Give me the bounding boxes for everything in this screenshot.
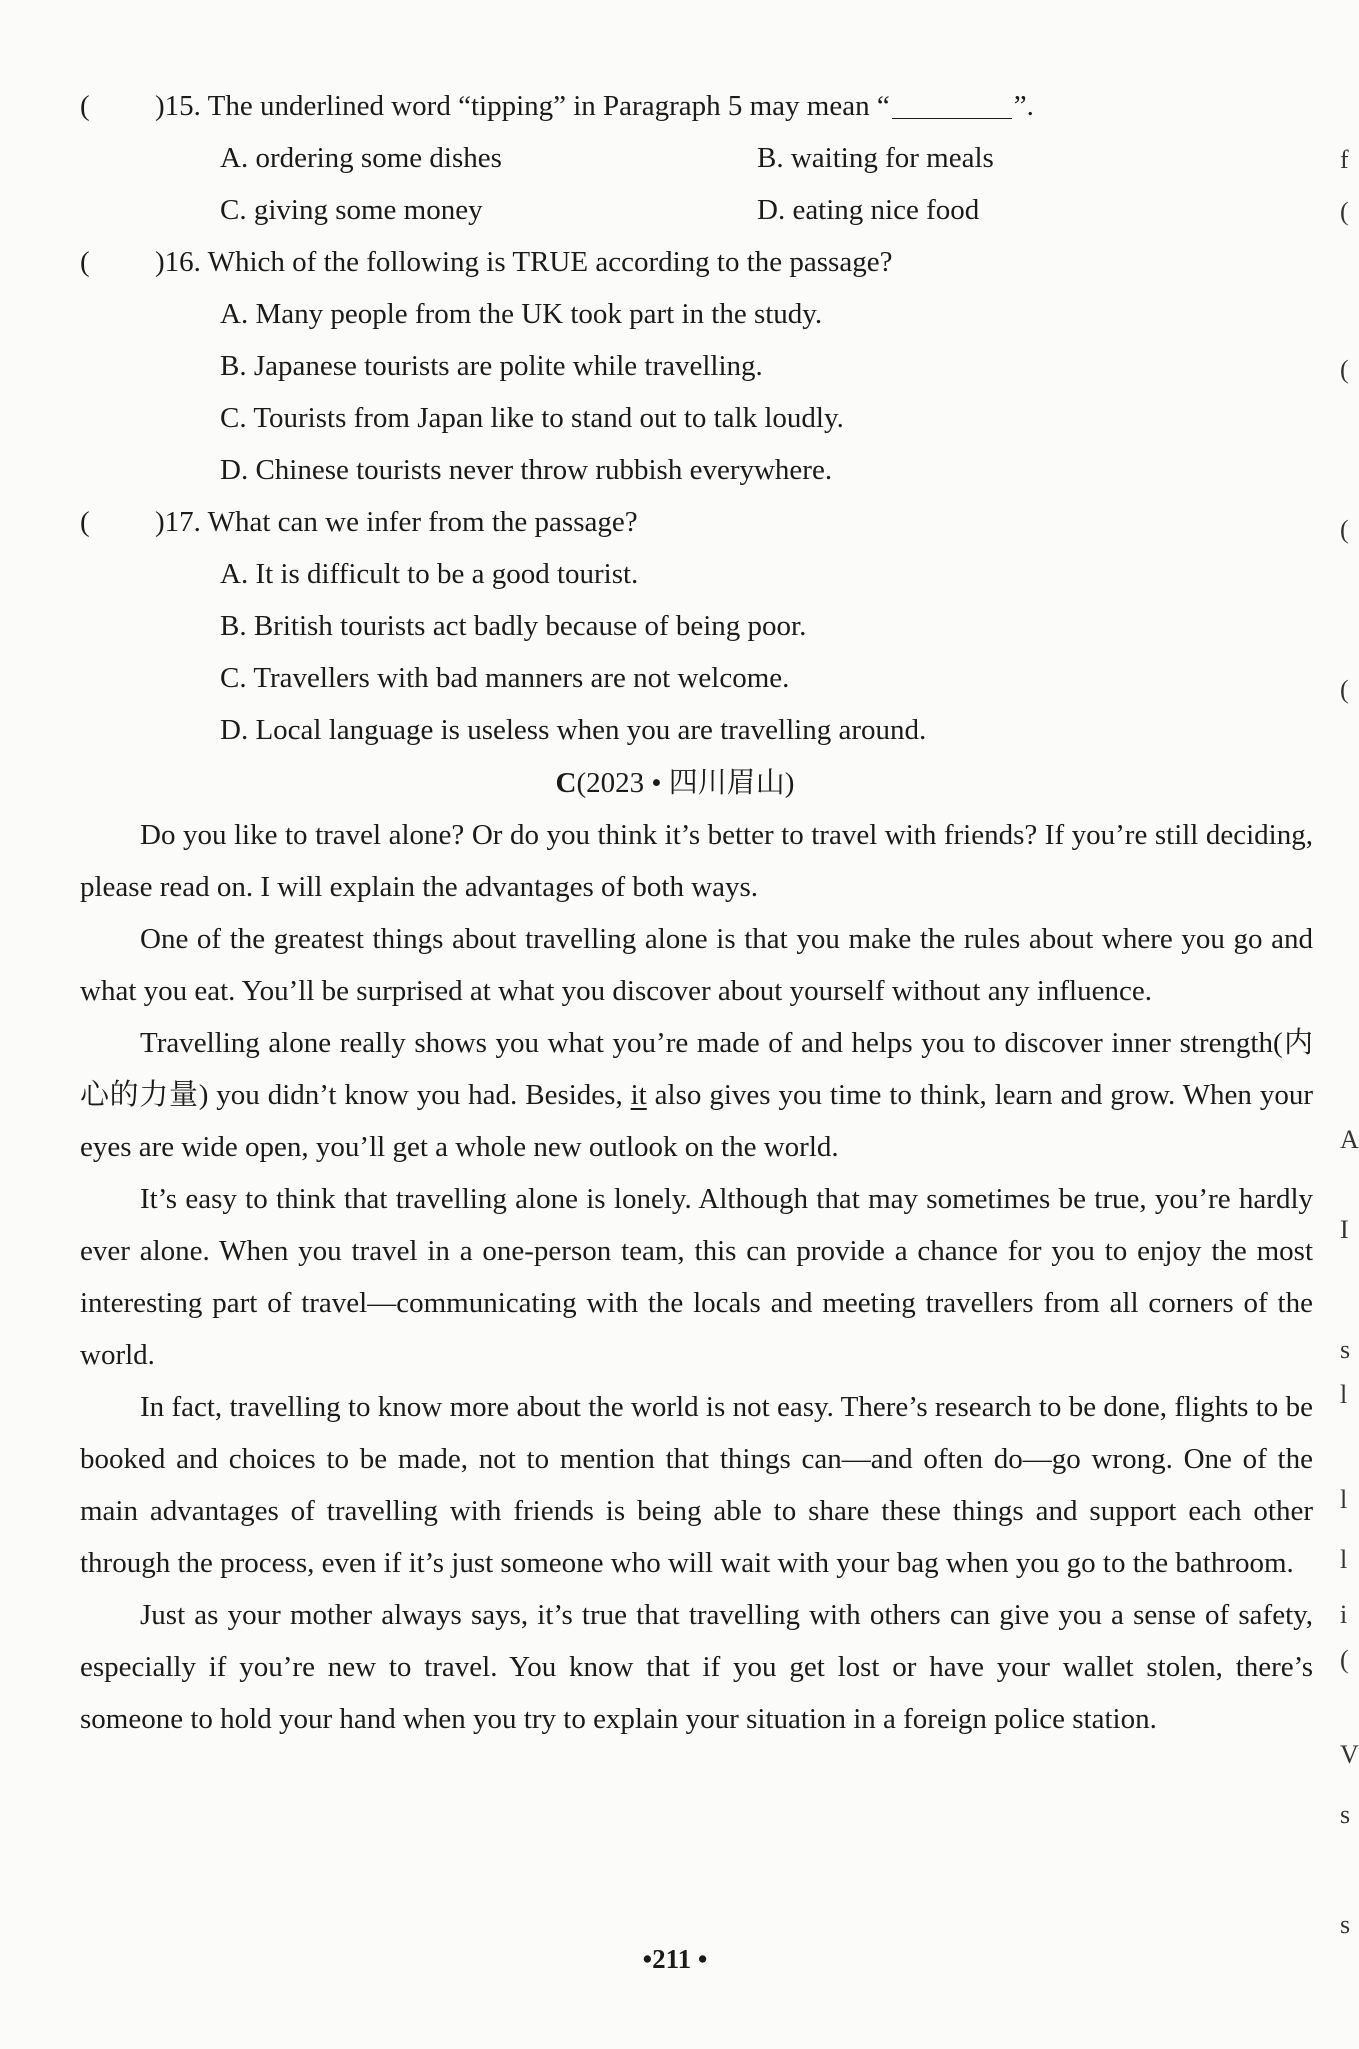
option-c: C. Travellers with bad manners are not welcome. — [220, 662, 790, 694]
paragraph-6: Just as your mother always says, it’s true that travelling with others can give you a sense of safety, especially if you’re new to travel. You know that if you get lost or have your wallet stolen, there’s someone to hold your hand when you try to explain your situation in a foreign police station. — [80, 1599, 1313, 1735]
fill-blank[interactable] — [892, 88, 1012, 119]
answer-paren[interactable]: ( — [80, 506, 90, 538]
edge-mark: ( — [1340, 197, 1349, 226]
paragraph-4: It’s easy to think that travelling alone is lonely. Although that may sometimes be true, you’re hardly ever alone. When you travel in a one-person team, this can provide a chance for you to enjoy the most interesting part of travel—communicating with the locals and meeting travellers from all corners of the world. — [80, 1183, 1313, 1371]
option-b: B. British tourists act badly because of being poor. — [220, 610, 807, 642]
section-heading — [0, 757, 1350, 809]
reading-passage — [80, 809, 1313, 1745]
paragraph-3-text-end: also gives you time to think, learn and grow. When your eyes are wide open, you’ll get a whole new outlook on the world. — [80, 1079, 1313, 1163]
option-c: C. Tourists from Japan like to stand out to talk loudly. — [220, 402, 844, 434]
paragraph-2: One of the greatest things about travelling alone is that you make the rules about where you go and what you eat. You’ll be surprised at what you discover about yourself without any influence. — [80, 923, 1313, 1007]
stem-text-end: ”. — [1013, 90, 1034, 122]
edge-mark: V — [1340, 1740, 1359, 1769]
answer-paren[interactable]: ( — [80, 90, 90, 122]
paragraph-1: Do you like to travel alone? Or do you think it’s better to travel with friends? If you’re still deciding, please read on. I will explain the advantages of both ways. — [80, 819, 1313, 903]
edge-mark: l — [1340, 1485, 1348, 1514]
option-d: D. Chinese tourists never throw rubbish everywhere. — [220, 454, 833, 486]
option-a: A. Many people from the UK took part in the study. — [220, 298, 823, 330]
edge-mark: s — [1340, 1800, 1351, 1829]
paragraph-3-text: Travelling alone really shows you what you’re made of and helps you to discover inner strength(内心的力量) you didn’t know you had. Besides, — [80, 1027, 1313, 1111]
option-c: C. giving some money — [220, 194, 483, 226]
stem-text: )15. The underlined word “tipping” in Paragraph 5 may mean “ — [155, 90, 890, 122]
edge-mark: A — [1340, 1125, 1359, 1154]
answer-paren[interactable]: ( — [80, 246, 90, 278]
edge-mark: s — [1340, 1335, 1351, 1364]
edge-mark: f — [1340, 145, 1349, 174]
option-d: D. eating nice food — [757, 194, 980, 226]
option-a: A. It is difficult to be a good tourist. — [220, 558, 639, 590]
edge-mark: ( — [1340, 1645, 1349, 1674]
edge-mark: ( — [1340, 675, 1349, 704]
question-stem: )17. What can we infer from the passage? — [155, 506, 638, 538]
question-stem: )16. Which of the following is TRUE according to the passage? — [155, 246, 893, 278]
edge-mark: i — [1340, 1600, 1348, 1629]
paragraph-3 — [80, 1017, 1313, 1173]
option-a: A. ordering some dishes — [220, 142, 502, 174]
section-source: (2023 • 四川眉山) — [576, 767, 795, 799]
page-number: •211 • — [642, 1944, 708, 1974]
edge-mark: l — [1340, 1380, 1348, 1409]
edge-mark: s — [1340, 1910, 1351, 1939]
edge-mark: I — [1340, 1215, 1349, 1244]
option-b: B. waiting for meals — [757, 142, 994, 174]
edge-mark: l — [1340, 1545, 1348, 1574]
paragraph-5: In fact, travelling to know more about the world is not easy. There’s research to be done, flights to be booked and choices to be made, not to mention that things can—and often do—go wrong. One of the main advantages of travelling with friends is being able to share these things and support each other through the process, even if it’s just someone who will wait with your bag when you go to the bathroom. — [80, 1391, 1313, 1579]
edge-mark: ( — [1340, 355, 1349, 384]
option-b: B. Japanese tourists are polite while travelling. — [220, 350, 763, 382]
option-d: D. Local language is useless when you are travelling around. — [220, 714, 927, 746]
edge-mark: ( — [1340, 515, 1349, 544]
underlined-word: it — [630, 1079, 647, 1111]
question-stem — [155, 80, 1034, 132]
section-letter: C — [555, 767, 577, 799]
